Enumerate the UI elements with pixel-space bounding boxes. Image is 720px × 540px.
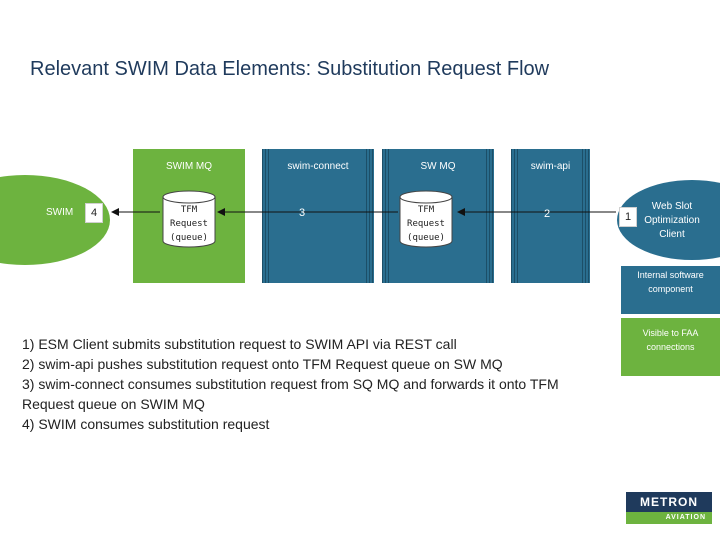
step-marker-2: 2 — [544, 208, 551, 220]
sw-mq-label: SW MQ — [420, 161, 456, 172]
metron-aviation-logo — [626, 492, 712, 524]
legend-internal-component: Internal software component — [621, 266, 720, 314]
legend-visible-to-faa: Visible to FAA connections — [621, 318, 720, 376]
queue-line1: TFM — [417, 205, 435, 215]
web-slot-client-label: Web Slot Optimization Client — [644, 201, 700, 240]
queue-line3: (queue) — [407, 233, 445, 243]
step-3-text-cont: Request queue on SWIM MQ — [22, 396, 205, 412]
page-title: Relevant SWIM Data Elements: Substitution Request Flow — [30, 58, 550, 80]
step-4-text: 4) SWIM consumes substitution request — [22, 416, 270, 432]
step-1-text: 1) ESM Client submits substitution request to SWIM API via REST call — [22, 336, 457, 352]
step-marker-3: 3 — [299, 207, 306, 219]
step-3-text: 3) swim-connect consumes substitution request from SQ MQ and forwards it onto TFM — [22, 376, 559, 392]
swim-connect-label: swim-connect — [287, 161, 349, 172]
queue-line3: (queue) — [170, 233, 208, 243]
swim-node-label: SWIM — [46, 207, 74, 218]
logo-name: METRON — [626, 492, 712, 512]
queue-line2: Request — [407, 219, 445, 229]
step-2-text: 2) swim-api pushes substitution request onto TFM Request queue on SW MQ — [22, 356, 503, 372]
swim-mq-label: SWIM MQ — [165, 161, 213, 172]
steps-list — [22, 334, 652, 434]
step-marker-4: 4 — [85, 203, 103, 223]
queue-line1: TFM — [180, 205, 198, 215]
logo-sub: AVIATION — [626, 512, 712, 524]
swim-api-label: swim-api — [530, 161, 571, 172]
queue-line2: Request — [170, 219, 208, 229]
step-marker-1: 1 — [619, 207, 637, 227]
